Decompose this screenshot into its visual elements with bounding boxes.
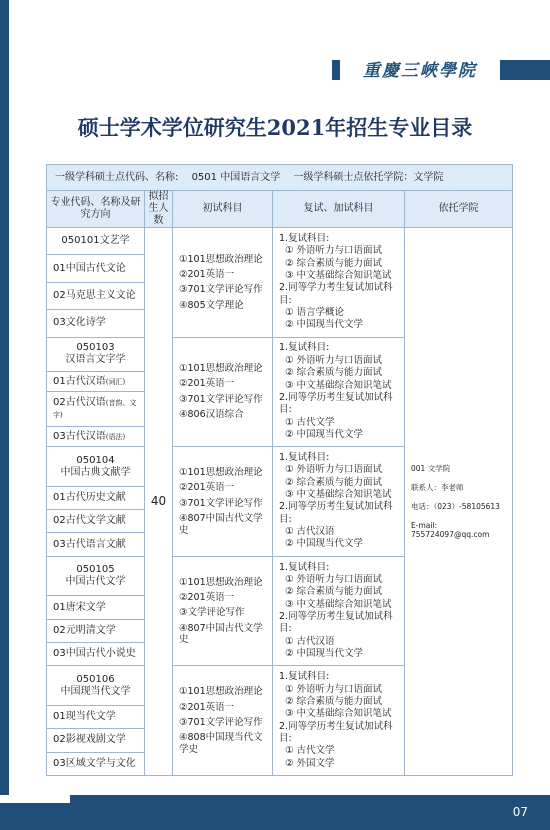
quota-cell: 40 xyxy=(145,228,173,776)
exam-subject: ①101思想政治理论 xyxy=(179,466,263,478)
retest-subject: ③ 中文基础综合知识笔试 xyxy=(285,708,392,720)
exam-subject: ③701文学评论写作 xyxy=(179,393,263,405)
retest-subject: 1.复试科目: xyxy=(279,561,330,573)
col-header-college: 依托学院 xyxy=(405,191,513,228)
col-header-code: 专业代码、名称及研究方向 xyxy=(47,191,145,228)
retest-subject: 2.同等学力考生复试加试科目: xyxy=(279,282,393,306)
program-code-cell xyxy=(47,228,145,255)
retest-subject: ② 外国文学 xyxy=(285,757,335,769)
college-info-cell xyxy=(405,228,513,776)
direction-name: 03古代语言文献 xyxy=(53,538,126,550)
research-direction xyxy=(47,392,145,427)
exam-subject: ③701文学评论写作 xyxy=(179,284,263,296)
exam-subjects-cell xyxy=(173,228,273,338)
exam-subject: ①101思想政治理论 xyxy=(179,686,263,698)
direction-name: 03区域文学与文化 xyxy=(53,757,136,769)
retest-subject: ① 古代汉语 xyxy=(285,635,335,647)
research-direction xyxy=(47,619,145,642)
direction-name: 01中国古代文论 xyxy=(53,262,126,274)
direction-name: 01现当代文学 xyxy=(53,711,116,723)
college-email: E-mail: 755724097@qq.com xyxy=(411,521,490,539)
retest-subject: ① 外语听力与口语面试 xyxy=(285,354,383,366)
program-code-cell xyxy=(47,447,145,487)
retest-subject: 2.同等学历考生复试加试科目: xyxy=(279,391,393,416)
retest-subject: 1.复试科目: xyxy=(279,342,330,354)
retest-subject: ① 古代文学 xyxy=(285,745,335,757)
table-header xyxy=(47,191,513,228)
retest-subjects-cell xyxy=(273,556,405,666)
retest-subjects-cell xyxy=(273,337,405,447)
university-logo xyxy=(340,53,500,83)
exam-subject: ②201英语一 xyxy=(179,268,235,280)
exam-subject: ①101思想政治理论 xyxy=(179,253,263,265)
retest-subject: ② 中国现当代文学 xyxy=(285,538,364,550)
exam-subjects-cell xyxy=(173,556,273,666)
retest-subject: ③ 中文基础综合知识笔试 xyxy=(285,379,392,391)
retest-subject: 2.同等学历考生复试加试科目: xyxy=(279,611,393,635)
exam-subjects-cell xyxy=(173,666,273,776)
discipline-college-label: 一级学科硕士点依托学院：文学院 xyxy=(293,171,444,183)
direction-name: 02元明清文学 xyxy=(53,624,116,636)
retest-subject: 1.复试科目: xyxy=(279,452,330,464)
retest-subject: ① 语言学概论 xyxy=(285,306,345,318)
direction-name: 01古代汉语 xyxy=(53,375,106,387)
exam-subject: ④807中国古代文学史 xyxy=(179,513,263,536)
exam-subject: ①101思想政治理论 xyxy=(179,363,263,375)
retest-subject: 1.复试科目: xyxy=(279,671,330,683)
direction-name: 03古代汉语 xyxy=(53,430,106,442)
exam-subjects-cell xyxy=(173,447,273,557)
retest-subjects-cell xyxy=(273,666,405,776)
exam-subject: ②201英语一 xyxy=(179,378,235,390)
retest-subjects-cell xyxy=(273,447,405,557)
direction-name: 01唐宋文学 xyxy=(53,601,106,613)
retest-subject: ② 综合素质与能力面试 xyxy=(285,257,383,269)
retest-subject: ③ 中文基础综合知识笔试 xyxy=(285,269,392,281)
retest-subject: ③ 中文基础综合知识笔试 xyxy=(285,489,392,501)
exam-subject: ④807中国古代文学史 xyxy=(179,622,263,646)
discipline-code-label: 一级学科硕士点代码、名称: xyxy=(55,171,179,183)
col-header-retest: 复试、加试科目 xyxy=(273,191,405,228)
exam-subject: ②201英语一 xyxy=(179,701,235,713)
program-code: 050101文艺学 xyxy=(61,235,130,247)
program-name: 汉语言文字学 xyxy=(65,354,126,366)
college-contact: 联系人：李老师 xyxy=(411,483,464,492)
retest-subject: ① 外语听力与口语面试 xyxy=(285,683,383,695)
research-direction xyxy=(47,533,145,556)
exam-subject: ④808中国现当代文学史 xyxy=(179,732,263,755)
col-header-quota: 拟招生人数 xyxy=(145,191,173,228)
research-direction xyxy=(47,310,145,337)
exam-subject: ②201英语一 xyxy=(179,591,235,603)
research-direction xyxy=(47,426,145,446)
program-code: 050104 xyxy=(76,454,115,466)
research-direction xyxy=(47,752,145,775)
retest-subject: ① 外语听力与口语面试 xyxy=(285,245,383,257)
retest-subject: ② 中国现当代文学 xyxy=(285,428,364,440)
exam-subject: ④805文学理论 xyxy=(179,299,244,311)
retest-subject: ② 综合素质与能力面试 xyxy=(285,476,383,488)
page-title: 硕士学术学位研究生2021年招生专业目录 xyxy=(77,115,473,140)
program-code-cell xyxy=(47,337,145,372)
exam-subject: ③701文学评论写作 xyxy=(179,497,263,509)
exam-subject: ①101思想政治理论 xyxy=(179,576,263,588)
retest-subject: ① 外语听力与口语面试 xyxy=(285,573,383,585)
retest-subject: 2.同等学历考生复试加试科目: xyxy=(279,501,393,525)
retest-subject: 2.同等学历考生复试加试科目: xyxy=(279,720,393,744)
program-name: 中国现当代文学 xyxy=(60,685,131,697)
program-table xyxy=(46,164,512,776)
direction-note: (音韵、文字) xyxy=(53,399,137,420)
research-direction xyxy=(47,706,145,729)
research-direction xyxy=(47,372,145,392)
program-name: 中国古代文学 xyxy=(65,576,126,588)
research-direction xyxy=(47,255,145,282)
discipline-info-row xyxy=(47,165,513,191)
exam-subject: ③701文学评论写作 xyxy=(179,716,263,728)
program-code-cell xyxy=(47,556,145,596)
exam-subject: ③文学评论写作 xyxy=(179,607,245,619)
discipline-code-value: 0501 中国语言文学 xyxy=(191,171,281,183)
direction-name: 02古代汉语 xyxy=(53,397,106,409)
retest-subject: ② 综合素质与能力面试 xyxy=(285,695,383,707)
research-direction xyxy=(47,729,145,752)
research-direction xyxy=(47,486,145,509)
direction-name: 01古代历史文献 xyxy=(53,492,126,504)
retest-subject: ③ 中文基础综合知识笔试 xyxy=(285,598,392,610)
exam-subject: ④806汉语综合 xyxy=(179,409,244,421)
program-code: 050106 xyxy=(76,673,115,685)
research-direction xyxy=(47,510,145,533)
footer-accent xyxy=(0,795,70,803)
research-direction xyxy=(47,643,145,666)
retest-subject: 1.复试科目: xyxy=(279,232,330,244)
program-code: 050105 xyxy=(76,564,115,576)
exam-subject: ②201英语一 xyxy=(179,482,235,494)
college-name: 001 文学院 xyxy=(411,464,451,473)
program-name: 中国古典文献学 xyxy=(60,466,131,478)
footer-bar xyxy=(0,795,550,830)
direction-name: 03中国古代小说史 xyxy=(53,648,136,660)
research-direction xyxy=(47,596,145,619)
logo-text: 重慶三峽學院 xyxy=(363,60,477,81)
direction-note: (词汇) xyxy=(105,377,126,386)
page-number: 07 xyxy=(512,805,528,819)
retest-subject: ② 中国现当代文学 xyxy=(285,648,364,660)
retest-subject: ② 中国现当代文学 xyxy=(285,319,364,331)
col-header-exam: 初试科目 xyxy=(173,191,273,228)
college-phone: 电话：（023）-58105613 xyxy=(411,502,500,511)
exam-subjects-cell xyxy=(173,337,273,447)
retest-subject: ① 古代文学 xyxy=(285,416,335,428)
direction-name: 03文化诗学 xyxy=(53,317,106,329)
direction-name: 02古代文学文献 xyxy=(53,515,126,527)
direction-note: (语法) xyxy=(105,432,126,441)
direction-name: 02影视戏剧文学 xyxy=(53,734,126,746)
retest-subject: ① 外语听力与口语面试 xyxy=(285,464,383,476)
program-code-cell xyxy=(47,666,145,706)
retest-subject: ② 综合素质与能力面试 xyxy=(285,367,383,379)
retest-subject: ① 古代汉语 xyxy=(285,526,335,538)
research-direction xyxy=(47,282,145,309)
direction-name: 02马克思主义文论 xyxy=(53,289,136,301)
retest-subject: ② 综合素质与能力面试 xyxy=(285,586,383,598)
program-code: 050103 xyxy=(76,342,115,354)
table-row xyxy=(47,228,513,255)
retest-subjects-cell xyxy=(273,228,405,338)
